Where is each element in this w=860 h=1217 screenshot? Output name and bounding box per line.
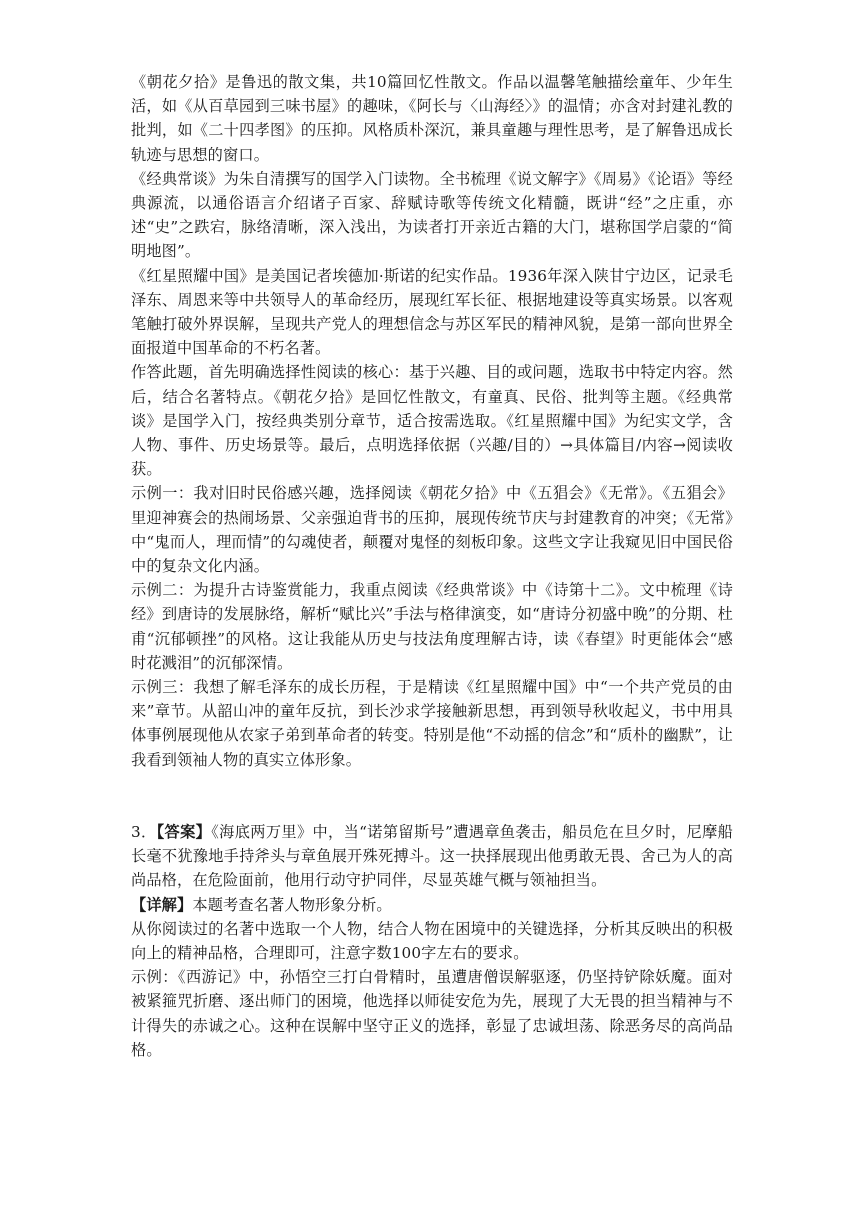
detail-tag: 【详解】 bbox=[131, 895, 193, 914]
paragraph-jingdian-changtan: 《经典常谈》为朱自清撰写的国学入门读物。全书梳理《说文解字》《周易》《论语》等经典源流，以通俗语言介绍诸子百家、辞赋诗歌等传统文化精髓，既讲“经”之庄重，亦述“史”之跌宕，脉络清晰，深入浅出，为读者打开亲近古籍的大门，堪称国学启蒙的“简明地图”。 bbox=[131, 169, 733, 261]
paragraph-example-xiyouji: 示例：《西游记》中，孙悟空三打白骨精时，虽遭唐僧误解驱逐，仍坚持铲除妖魔。面对被紧箍咒折磨、逐出师门的困境，他选择以师徒安危为先，展现了大无畏的担当精神与不计得失的赤诚之心。这种在误解中坚守正义的选择，彰显了忠诚坦荡、除恶务尽的高尚品格。 bbox=[131, 968, 733, 1059]
paragraph-requirement: 从你阅读过的名著中选取一个人物，结合人物在困境中的关键选择，分析其反映出的积极向上的精神品格，合理即可，注意字数100字左右的要求。 bbox=[131, 919, 733, 962]
answer-text: 《海底两万里》中，当“诺第留斯号”遭遇章鱼袭击，船员危在旦夕时，尼摩船长毫不犹豫地手持斧头与章鱼展开殊死搏斗。这一抉择展现出他勇敢无畏、舍己为人的高尚品格，在危险面前，他用行动守护同伴，尽显英雄气概与领袖担当。 bbox=[131, 822, 733, 890]
paragraph-hongxing-zhaoyao: 《红星照耀中国》是美国记者埃德加·斯诺的纪实作品。1936年深入陕甘宁边区，记录毛泽东、周恩来等中共领导人的革命经历，展现红军长征、根据地建设等真实场景。以客观笔触打破外界误解，呈现共产党人的理想信念与苏区军民的精神风貌，是第一部向世界全面报道中国革命的不朽名著。 bbox=[131, 266, 733, 358]
paragraph-zhaohua-xishi: 《朝花夕拾》是鲁迅的散文集，共10篇回忆性散文。作品以温馨笔触描绘童年、少年生活，如《从百草园到三味书屋》的趣味，《阿长与〈山海经〉》的温情；亦含对封建礼教的批判，如《二十四孝图》的压抑。风格质朴深沉，兼具童趣与理性思考，是了解鲁迅成长轨迹与思想的窗口。 bbox=[131, 73, 733, 164]
paragraph-answer-method: 作答此题，首先明确选择性阅读的核心：基于兴趣、目的或问题，选取书中特定内容。然后，结合名著特点。《朝花夕拾》是回忆性散文，有童真、民俗、批判等主题。《经典常谈》是国学入门，按经典类别分章节，适合按需选取。《红星照耀中国》为纪实文学，含人物、事件、历史场景等。最后，点明选择依据（兴趣/目的）→具体篇目/内容→阅读收获。 bbox=[131, 363, 733, 479]
section-gap bbox=[131, 772, 733, 820]
question-3-answer bbox=[131, 820, 733, 893]
paragraph-example-two: 示例二：为提升古诗鉴赏能力，我重点阅读《经典常谈》中《诗第十二》。文中梳理《诗经》到唐诗的发展脉络，解析“赋比兴”手法与格律演变，如“唐诗分初盛中晚”的分期、杜甫“沉郁顿挫”的风格。这让我能从历史与技法角度理解古诗，读《春望》时更能体会“感时花溅泪”的沉郁深情。 bbox=[131, 581, 733, 672]
paragraph-example-one: 示例一：我对旧时民俗感兴趣，选择阅读《朝花夕拾》中《五猖会》《无常》。《五猖会》里迎神赛会的热闹场景、父亲强迫背书的压抑，展现传统节庆与封建教育的冲突；《无常》中“鬼而人，理而情”的勾魂使者，颠覆对鬼怪的刻板印象。这些文字让我窥见旧中国民俗中的复杂文化内涵。 bbox=[131, 484, 733, 576]
question-3-detail bbox=[131, 893, 733, 917]
document-page bbox=[131, 70, 733, 1062]
question-number: 3． bbox=[131, 822, 157, 841]
detail-text: 本题考查名著人物形象分析。 bbox=[192, 895, 392, 914]
paragraph-example-three: 示例三：我想了解毛泽东的成长历程，于是精读《红星照耀中国》中“一个共产党员的由来”章节。从韶山冲的童年反抗，到长沙求学接触新思想，再到领导秋收起义，书中用具体事例展现他从农家子弟到革命者的转变。特别是他“不动摇的信念”和“质朴的幽默”，让我看到领袖人物的真实立体形象。 bbox=[131, 678, 733, 769]
answer-tag: 【答案】 bbox=[156, 822, 212, 841]
